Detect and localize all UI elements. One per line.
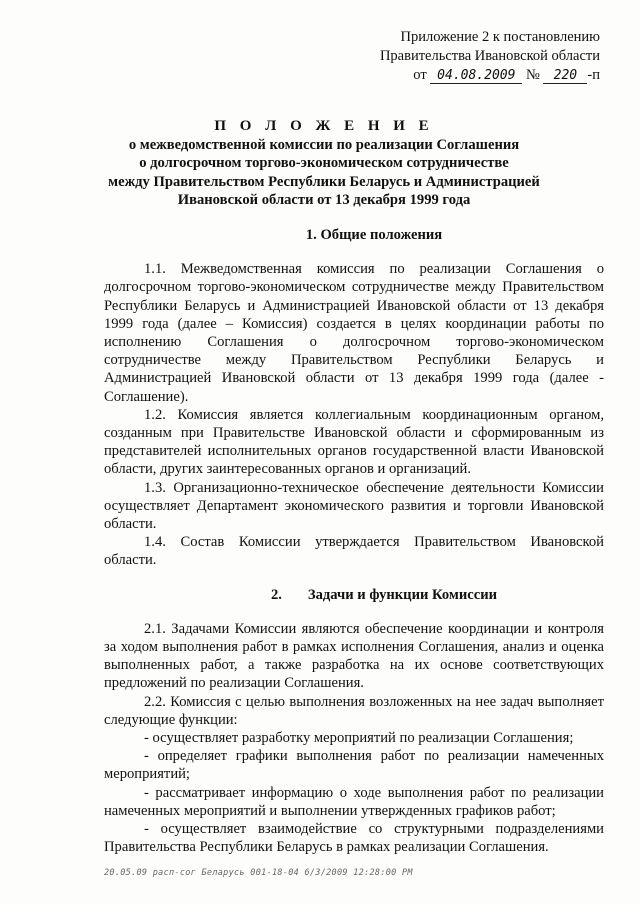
title-main: П О Л О Ж Е Н И Е bbox=[214, 118, 434, 134]
annex-header bbox=[360, 28, 600, 85]
paragraph-1-2: 1.2. Комиссия является коллегиальным координационным органом, созданным при Правительстве Ивановской области и сформированным из представителей исполнительных органов государственной власти Ивановской области, других заинтересованных органов и организаций. bbox=[104, 406, 604, 478]
paragraph-1-3: 1.3. Организационно-техническое обеспечение деятельности Комиссии осуществляет Департамент экономического развития и торговли Ивановской области. bbox=[104, 479, 604, 533]
document-body bbox=[104, 220, 604, 857]
number-prefix: № bbox=[525, 67, 540, 83]
title-line-2: о долгосрочном торгово-экономическом сотрудничестве bbox=[139, 155, 509, 171]
section-1-heading: 1. Общие положения bbox=[305, 227, 443, 243]
section-2-heading bbox=[164, 586, 604, 604]
print-footer: 20.05.09 расп-сог Беларусь 001-18-04 6/3/2009 12:28:00 PM bbox=[104, 868, 413, 878]
handwritten-number: 220 bbox=[543, 68, 587, 84]
function-item-3: - рассматривает информацию о ходе выполнения работ по реализации намеченных мероприятий и выполнении утвержденных графиков работ; bbox=[104, 784, 604, 819]
function-item-1: - осуществляет разработку мероприятий по реализации Соглашения; bbox=[144, 730, 574, 747]
function-item-4: - осуществляет взаимодействие со структурными подразделениями Правительства Республики Беларусь в рамках реализации Соглашения. bbox=[104, 821, 604, 856]
paragraph-1-1: 1.1. Межведомственная комиссия по реализации Соглашения о долгосрочном торгово-экономическом сотрудничестве между Правительством Республики Беларусь и Администрацией Ивановской области от 13 декабря 1999 года (далее – Комиссия) создается в целях координации работы по исполнению Соглашения о долгосрочном торгово-экономическом сотрудничестве между Правительством Республики Беларусь и Администрацией Ивановской области от 13 декабря 1999 года (далее - Соглашение). bbox=[104, 261, 604, 405]
annex-line-2: Правительства Ивановской области bbox=[379, 48, 600, 64]
handwritten-date: 04.08.2009 bbox=[430, 68, 522, 84]
paragraph-2-2: 2.2. Комиссия с целью выполнения возложенных на нее задач выполняет следующие функции: bbox=[104, 693, 604, 728]
number-suffix: -п bbox=[587, 67, 600, 83]
section-2-number: 2. bbox=[270, 586, 282, 603]
date-prefix: от bbox=[413, 67, 427, 83]
document-title bbox=[100, 117, 548, 210]
annex-line-1: Приложение 2 к постановлению bbox=[400, 29, 600, 45]
annex-date-line bbox=[360, 66, 600, 85]
section-2-title: Задачи и функции Комиссии bbox=[307, 586, 498, 603]
function-item-2: - определяет графики выполнения работ по реализации намеченных мероприятий; bbox=[104, 748, 604, 783]
title-line-1: о межведомственной комиссии по реализации Соглашения bbox=[128, 136, 520, 153]
title-line-3: между Правительством Республики Беларусь и Администрацией bbox=[108, 173, 540, 190]
paragraph-1-4: 1.4. Состав Комиссии утверждается Правительством Ивановской области. bbox=[104, 534, 604, 569]
title-line-4: Ивановской области от 13 декабря 1999 года bbox=[177, 192, 471, 208]
paragraph-2-1: 2.1. Задачами Комиссии являются обеспечение координации и контроля за ходом выполнения работ в рамках исполнения Соглашения, анализ и оценка выполненных работ, а также разработка на их основе соответствующих предложений по реализации Соглашения. bbox=[104, 620, 604, 692]
